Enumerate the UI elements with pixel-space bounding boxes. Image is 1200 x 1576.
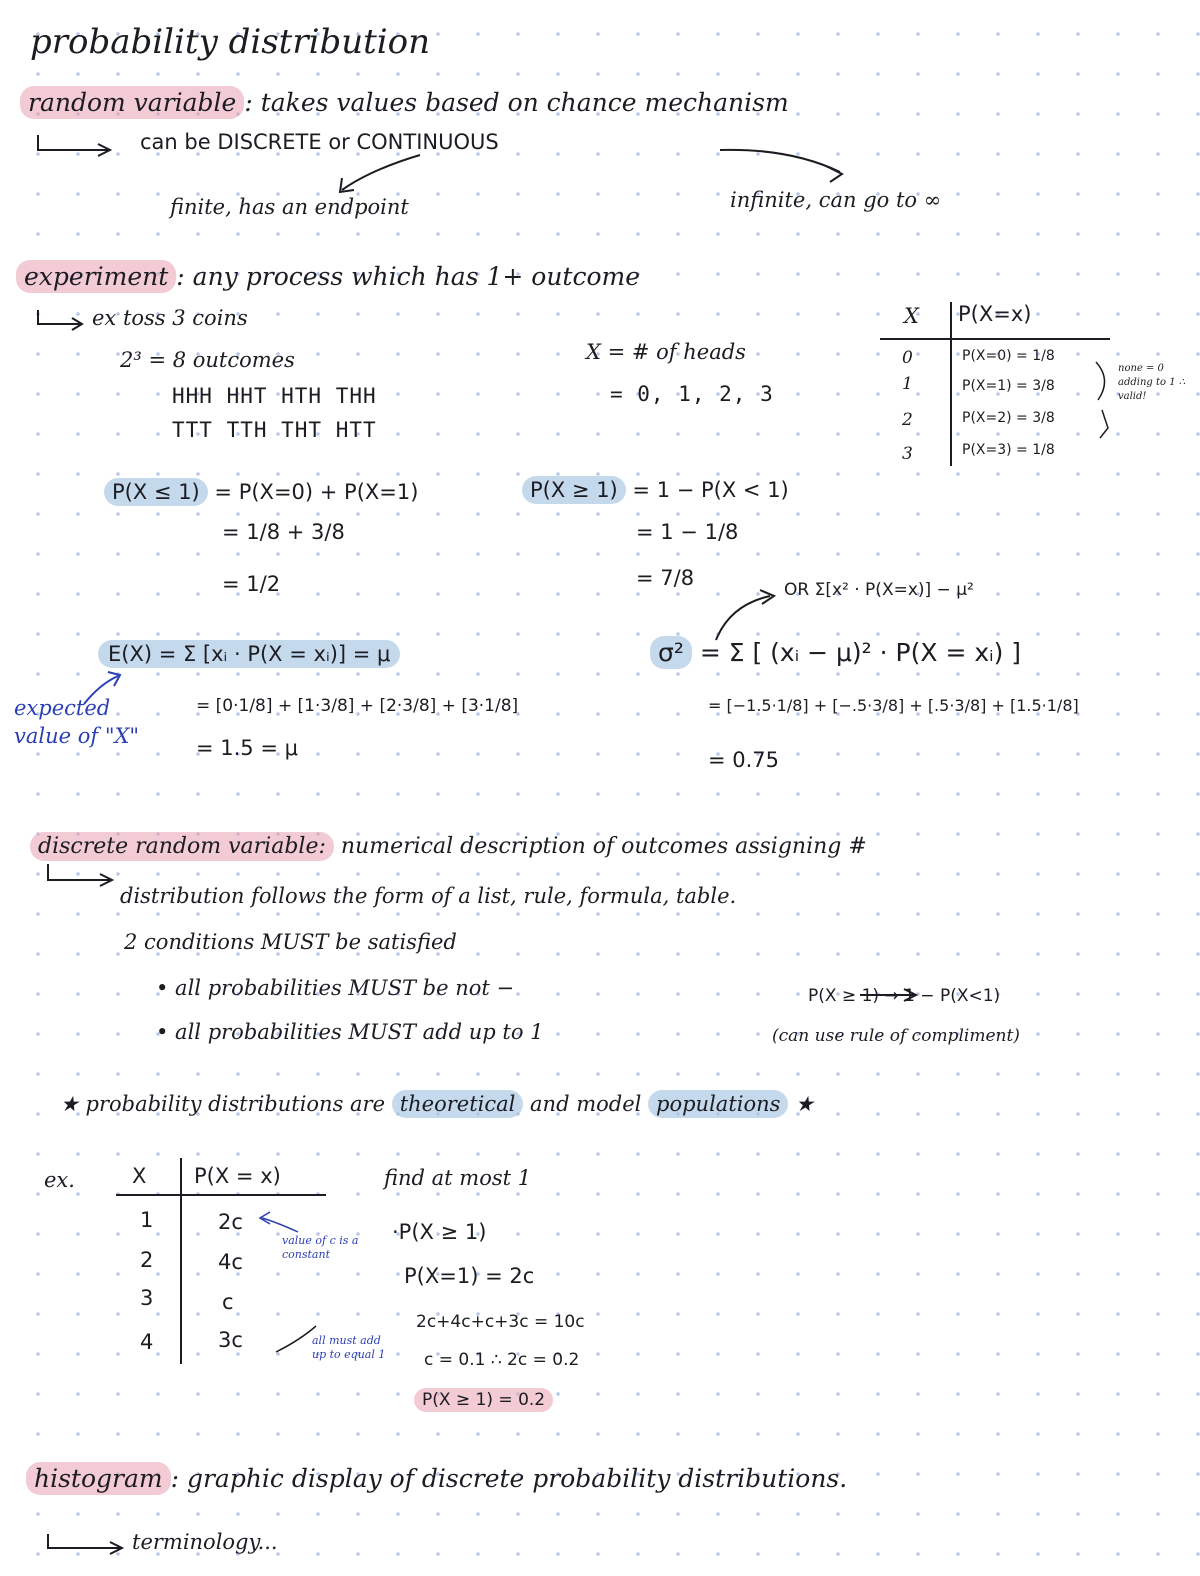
p-le-1-result: = 1/2 <box>222 572 281 596</box>
histogram-term: histogram <box>26 1462 171 1495</box>
table2-x-3: 3 <box>140 1286 154 1310</box>
constant-note: value of c is a constant <box>282 1234 359 1261</box>
example-answer-text: P(X ≥ 1) = 0.2 <box>414 1388 553 1412</box>
table1-header-x: X <box>904 304 919 328</box>
variance-formula <box>650 638 1021 667</box>
example-label: ex. <box>44 1168 75 1192</box>
discrete-rv-definition: numerical description of outcomes assigning # <box>333 834 867 859</box>
terminology: terminology... <box>132 1530 278 1554</box>
conditions-heading: 2 conditions MUST be satisfied <box>124 930 457 954</box>
experiment-example: ex toss 3 coins <box>92 306 248 330</box>
example-line-3: 2c+4c+c+3c = 10c <box>416 1312 585 1332</box>
table1-header-rule <box>880 338 1110 340</box>
discrete-rv-term: discrete random variable: <box>30 832 334 861</box>
histogram-definition: : graphic display of discrete probability distributions. <box>170 1464 848 1493</box>
table2-x-1: 1 <box>140 1208 154 1232</box>
p-ge-1-expr: = 1 − P(X < 1) <box>625 478 789 502</box>
table1-column-rule <box>950 302 952 466</box>
star-note <box>60 1092 814 1116</box>
expected-value-formula-text: E(X) = Σ [xᵢ · P(X = xᵢ)] = μ <box>98 640 400 668</box>
sum-note: all must add up to equal 1 <box>312 1334 386 1361</box>
table2-column-rule <box>180 1158 182 1364</box>
table2-p-2: 4c <box>218 1250 243 1274</box>
table2-p-4: 3c <box>218 1328 243 1352</box>
expected-value-step: = [0·1/8] + [1·3/8] + [2·3/8] + [3·1/8] <box>196 696 519 716</box>
table2-header-x: X <box>132 1164 147 1188</box>
variance-step: = [−1.5·1/8] + [−.5·3/8] + [.5·3/8] + [1.5·1/8] <box>708 696 1079 715</box>
example-line-2: P(X=1) = 2c <box>404 1264 535 1288</box>
complement-rule: P(X ≥ 1) → 1 − P(X<1) <box>808 986 1001 1006</box>
p-ge-1-line <box>522 478 789 502</box>
table1-p-2: P(X=2) = 3/8 <box>962 410 1055 426</box>
x-values: = 0, 1, 2, 3 <box>610 382 774 406</box>
table1-x-3: 3 <box>902 444 913 464</box>
table1-p-0: P(X=0) = 1/8 <box>962 348 1055 364</box>
page-title: probability distribution <box>30 22 431 62</box>
complement-note: (can use rule of compliment) <box>772 1026 1020 1046</box>
table2-x-4: 4 <box>140 1330 154 1354</box>
random-variable-definition: : takes values based on chance mechanism <box>244 88 789 117</box>
table1-header-p: P(X=x) <box>958 302 1032 326</box>
p-ge-1-step: = 1 − 1/8 <box>636 520 739 544</box>
condition-2: • all probabilities MUST add up to 1 <box>156 1020 544 1044</box>
finite-note: finite, has an endpoint <box>170 195 409 219</box>
p-ge-1-head: P(X ≥ 1) <box>522 476 626 504</box>
table2-header-rule <box>116 1194 326 1196</box>
table1-x-2: 2 <box>902 410 913 430</box>
experiment-term: experiment <box>16 260 176 293</box>
table1-x-0: 0 <box>902 348 913 368</box>
variance-result: = 0.75 <box>708 748 780 772</box>
table2-p-1: 2c <box>218 1210 243 1234</box>
experiment-line <box>16 262 640 291</box>
random-variable-term: random variable <box>20 86 244 119</box>
expected-value-formula <box>98 642 400 666</box>
star-note-theoretical: theoretical <box>392 1090 524 1118</box>
table1-p-1: P(X=1) = 3/8 <box>962 378 1055 394</box>
variance-alternative: OR Σ[x² · P(X=x)] − μ² <box>784 580 974 600</box>
random-variable-line <box>20 88 789 117</box>
outcomes-row-2: TTT TTH THT HTT <box>172 418 377 442</box>
outcomes-row-1: HHH HHT HTH THH <box>172 384 377 408</box>
histogram-line <box>26 1464 847 1493</box>
example-line-4: c = 0.1 ∴ 2c = 0.2 <box>424 1350 580 1370</box>
star-note-pre: ★ probability distributions are <box>60 1092 392 1116</box>
star-note-mid: and model <box>523 1092 649 1116</box>
example-answer <box>414 1390 553 1410</box>
example-task: find at most 1 <box>384 1166 532 1190</box>
experiment-definition: : any process which has 1+ outcome <box>176 262 641 291</box>
table2-x-2: 2 <box>140 1248 154 1272</box>
star-note-post: ★ <box>788 1092 814 1116</box>
p-le-1-head: P(X ≤ 1) <box>104 478 208 506</box>
example-line-1: ·P(X ≥ 1) <box>392 1220 487 1244</box>
infinite-note: infinite, can go to ∞ <box>730 188 942 212</box>
table2-p-3: c <box>222 1290 234 1314</box>
p-le-1-expr: = P(X=0) + P(X=1) <box>207 480 419 504</box>
variance-head: σ² <box>650 636 692 669</box>
discrete-or-continuous: can be DISCRETE or CONTINUOUS <box>140 130 499 154</box>
discrete-rv-line <box>30 834 867 859</box>
distribution-follows: distribution follows the form of a list, rule, formula, table. <box>120 884 737 908</box>
x-definition: X = # of heads <box>586 340 746 364</box>
table1-x-1: 1 <box>902 374 913 394</box>
p-le-1-step: = 1/8 + 3/8 <box>222 520 345 544</box>
condition-1: • all probabilities MUST be not − <box>156 976 515 1000</box>
table2-header-p: P(X = x) <box>194 1164 281 1188</box>
variance-formula-text: = Σ [ (xᵢ − μ)² · P(X = xᵢ) ] <box>691 638 1022 667</box>
outcomes-count: 2³ = 8 outcomes <box>120 348 295 372</box>
expected-value-note: expected value of "X" <box>14 696 140 748</box>
table1-p-3: P(X=3) = 1/8 <box>962 442 1055 458</box>
p-le-1-line <box>104 480 418 504</box>
table1-valid-note: none = 0 adding to 1 ∴ valid! <box>1118 363 1186 402</box>
expected-value-result: = 1.5 = μ <box>196 736 298 760</box>
p-ge-1-result: = 7/8 <box>636 566 695 590</box>
star-note-populations: populations <box>648 1090 788 1118</box>
